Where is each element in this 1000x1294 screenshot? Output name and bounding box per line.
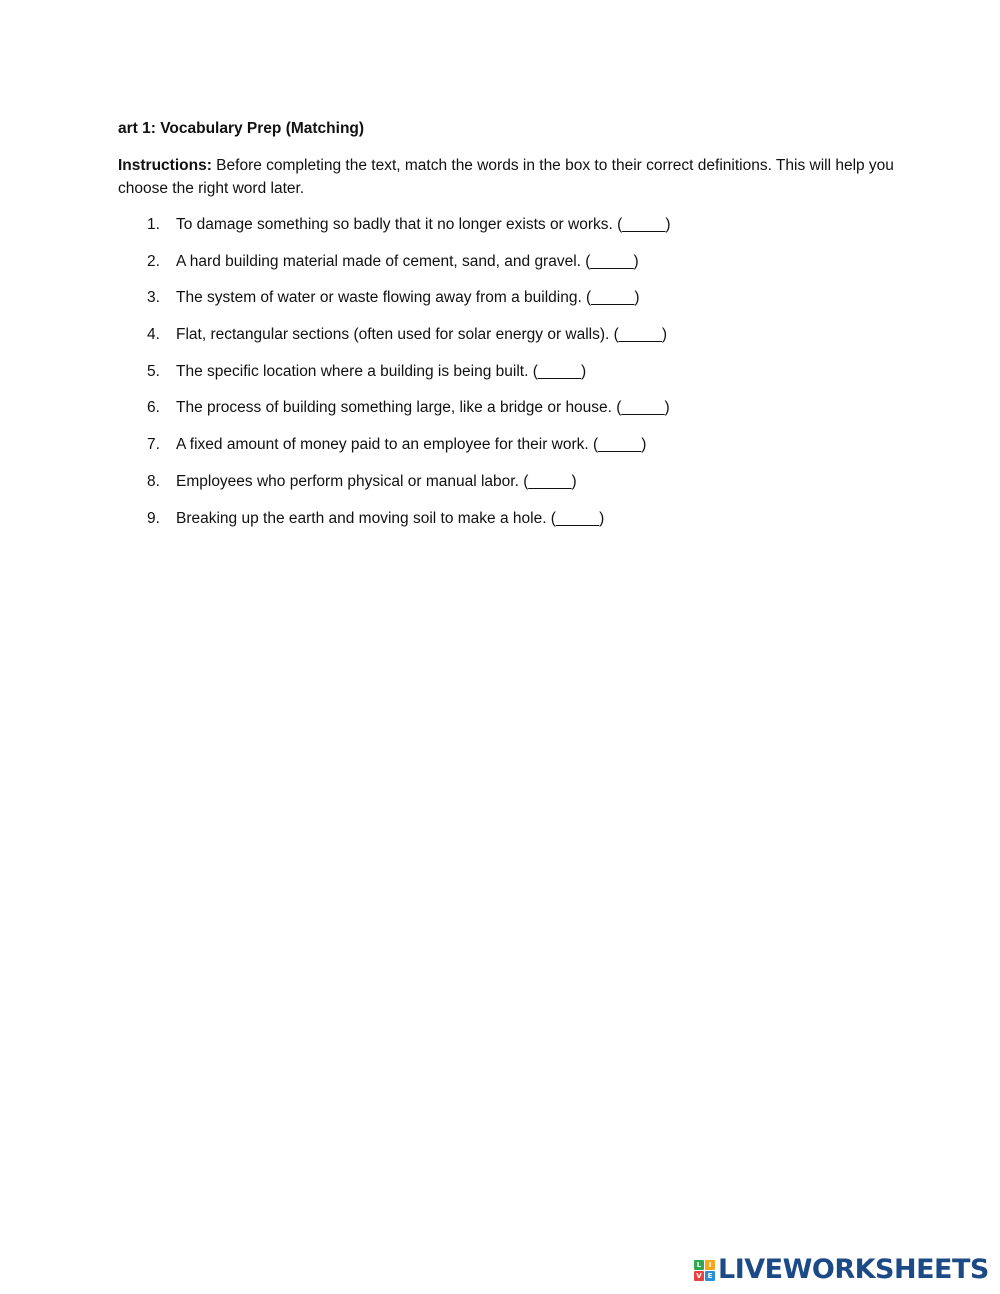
logo-text: LIVEWORKSHEETS [718, 1254, 989, 1285]
list-item [118, 508, 898, 530]
item-number: 3. [147, 289, 160, 307]
item-number: 6. [147, 399, 160, 417]
list-item [118, 397, 898, 419]
list-item [118, 471, 898, 493]
item-number: 9. [147, 509, 160, 527]
item-text: A fixed amount of money paid to an employee for their work. (_____) [176, 436, 647, 454]
item-text: Employees who perform physical or manual labor. (_____) [176, 472, 577, 490]
item-number: 1. [147, 216, 160, 233]
item-number: 5. [147, 362, 160, 380]
item-number: 7. [147, 436, 160, 454]
logo-mark-icon [694, 1260, 715, 1281]
item-text: The system of water or waste flowing away from a building. (_____) [176, 289, 640, 307]
logo-mark-letter: E [705, 1271, 715, 1281]
item-text: The specific location where a building is being built. (_____) [176, 362, 587, 380]
page-title: art 1: Vocabulary Prep (Matching) [118, 120, 365, 137]
list-item [118, 324, 898, 346]
list-item [118, 434, 898, 456]
definitions-list [118, 214, 898, 530]
item-text: Breaking up the earth and moving soil to make a hole. (_____) [176, 509, 605, 527]
item-text: A hard building material made of cement, sand, and gravel. (_____) [176, 252, 639, 270]
logo-mark-letter: L [694, 1260, 704, 1270]
logo-mark-letter: V [694, 1271, 704, 1281]
liveworksheets-logo [694, 1254, 989, 1286]
instructions-paragraph [118, 154, 898, 200]
logo-mark-letter: I [705, 1260, 715, 1270]
item-number: 8. [147, 472, 160, 490]
item-text: Flat, rectangular sections (often used for solar energy or walls). (_____) [176, 326, 668, 344]
item-number: 4. [147, 326, 160, 344]
list-item [118, 214, 898, 236]
list-item [118, 251, 898, 273]
instructions-text: Before completing the text, match the words in the box to their correct definitions. This will help you choose the right word later. [118, 157, 894, 197]
instructions-label: Instructions: [118, 157, 212, 174]
worksheet-page [118, 118, 898, 544]
list-item [118, 287, 898, 309]
item-number: 2. [147, 252, 160, 270]
item-text: To damage something so badly that it no longer exists or works. (_____) [176, 216, 671, 233]
item-text: The process of building something large, like a bridge or house. (_____) [176, 399, 670, 417]
list-item [118, 361, 898, 383]
